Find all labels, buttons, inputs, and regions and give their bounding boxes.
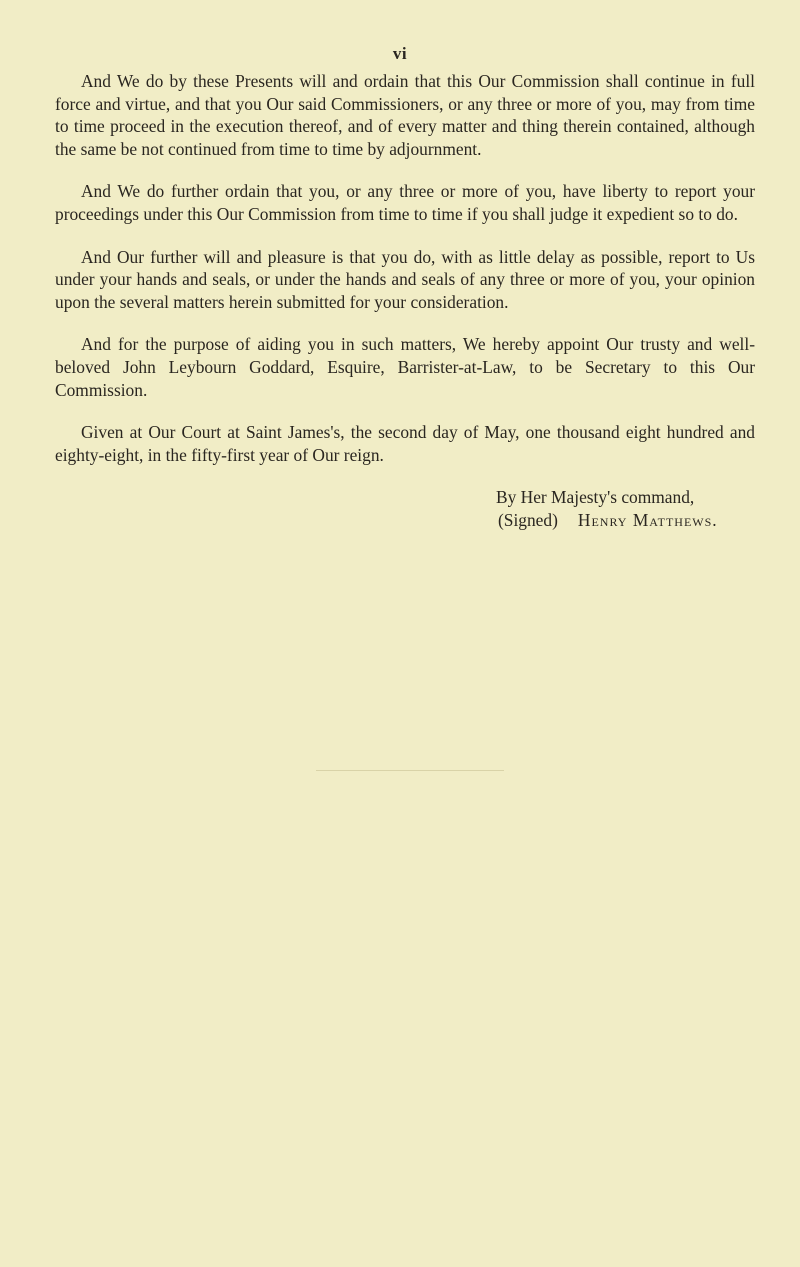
command-line: By Her Majesty's command, [496,487,695,508]
signature-block [496,486,755,531]
paragraph-continuance: And We do by these Presents will and ordain that this Our Commission shall continue in full force and virtue, and that you Our said Commissioners, or any three or more of you, may from time to time proceed in the execution thereof, and of every matter and thing therein contained, although the same be not continued from time to time by adjournment. [55,71,755,159]
paragraph-given-at: Given at Our Court at Saint James's, the second day of May, one thousand eight hundred and eighty-eight, in the fifty-first year of Our reign. [55,422,755,465]
signer-name: Henry Matthews. [577,509,718,530]
signed-label: (Signed) [498,509,558,530]
signed-row [498,509,755,532]
paragraph-secretary: And for the purpose of aiding you in such matters, We hereby appoint Our trusty and well-beloved John Leybourn Goddard, Esquire, Barrister-at-Law, to be Secretary to this Our Commission. [55,334,755,400]
page-number: vi [392,44,408,63]
paragraph-report-opinion: And Our further will and pleasure is that you do, with as little delay as possible, report to Us under your hands and seals, or under the hands and seals of any three or more of you, your opinion upon the several matters herein submitted for your consideration. [55,246,755,312]
faint-divider [316,770,504,771]
commission-text [55,70,755,532]
paragraph-report-liberty: And We do further ordain that you, or any three or more of you, have liberty to report your proceedings under this Our Commission from time to time if you shall judge it expedient so to do. [55,181,755,224]
